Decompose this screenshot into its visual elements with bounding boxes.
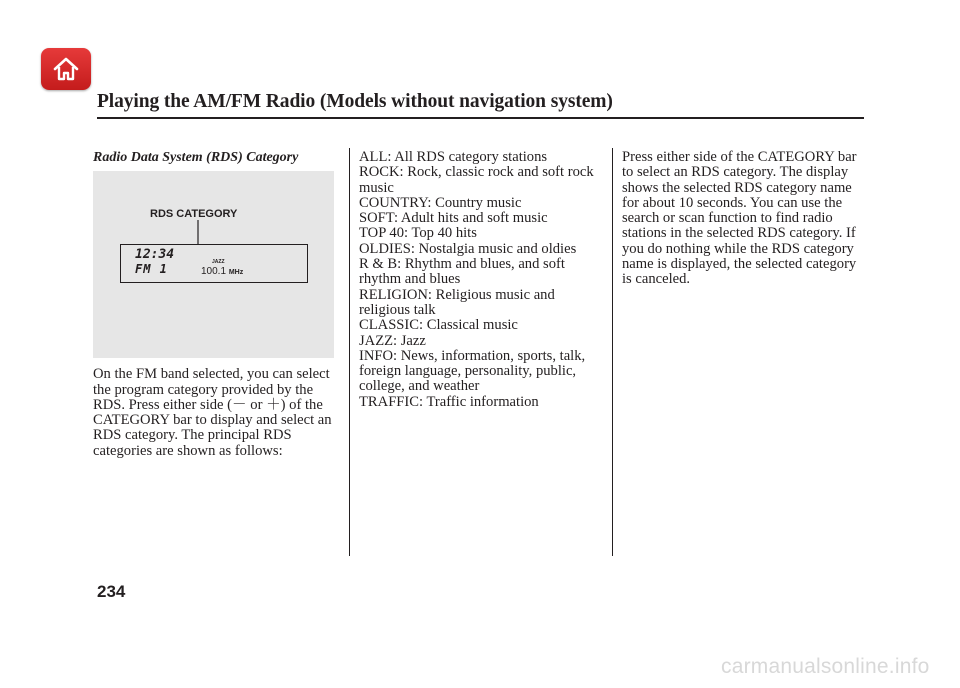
column-divider-1 xyxy=(349,148,350,556)
category-item: CLASSIC: Classical music xyxy=(359,317,518,334)
column-3 xyxy=(622,150,867,288)
frequency-value: 100.1 xyxy=(201,266,227,278)
category-item: SOFT: Adult hits and soft music xyxy=(359,210,548,227)
category-item: TRAFFIC: Traffic information xyxy=(359,393,539,410)
category-selection-paragraph: Press either side of the CATEGORY bar to select an RDS category. The display shows the selected RDS category name for about 10 seconds. You can use the search or scan function to find radio stations in the selected RDS category. If you do nothing while the RDS category name is displayed, the selected category is canceled. xyxy=(622,149,857,288)
category-item: ROCK: Rock, classic rock and soft rock music xyxy=(359,164,594,196)
category-item: R & B: Rhythm and blues, and soft rhythm and blues xyxy=(359,256,565,288)
category-item: INFO: News, information, sports, talk, foreign language, personality, public, college, and weather xyxy=(359,347,586,395)
page-number: 234 xyxy=(97,582,126,601)
frequency-readout xyxy=(201,264,243,280)
band-readout: FM 1 xyxy=(135,262,168,277)
column-divider-2 xyxy=(612,148,613,556)
home-icon xyxy=(52,56,80,82)
intro-paragraph: On the FM band selected, you can select the program category provided by the RDS. Press either side (－ or ＋) of the CATEGORY bar to display and select an RDS category. The principal RDS categories are shown as follows: xyxy=(93,366,332,459)
category-item: OLDIES: Nostalgia music and oldies xyxy=(359,240,577,257)
category-item: RELIGION: Religious music and religious talk xyxy=(359,286,555,318)
category-item: TOP 40: Top 40 hits xyxy=(359,225,477,242)
section-title: Playing the AM/FM Radio (Models without navigation system) xyxy=(97,91,613,112)
category-readout: JAZZ xyxy=(212,259,225,266)
frequency-unit: MHz xyxy=(228,269,244,277)
category-item: COUNTRY: Country music xyxy=(359,194,522,211)
rds-category-callout: RDS CATEGORY xyxy=(150,208,238,221)
radio-display xyxy=(120,244,308,283)
rds-display-figure xyxy=(93,171,334,358)
category-item: JAZZ: Jazz xyxy=(359,332,426,349)
figure-caption: Radio Data System (RDS) Category xyxy=(93,150,299,165)
column-1 xyxy=(93,150,343,459)
title-divider xyxy=(97,117,864,119)
clock-readout: 12:34 xyxy=(135,247,175,263)
category-item: ALL: All RDS category stations xyxy=(359,149,548,165)
column-2 xyxy=(359,150,604,410)
watermark: carmanualsonline.info xyxy=(721,655,930,678)
home-button[interactable] xyxy=(41,48,91,90)
